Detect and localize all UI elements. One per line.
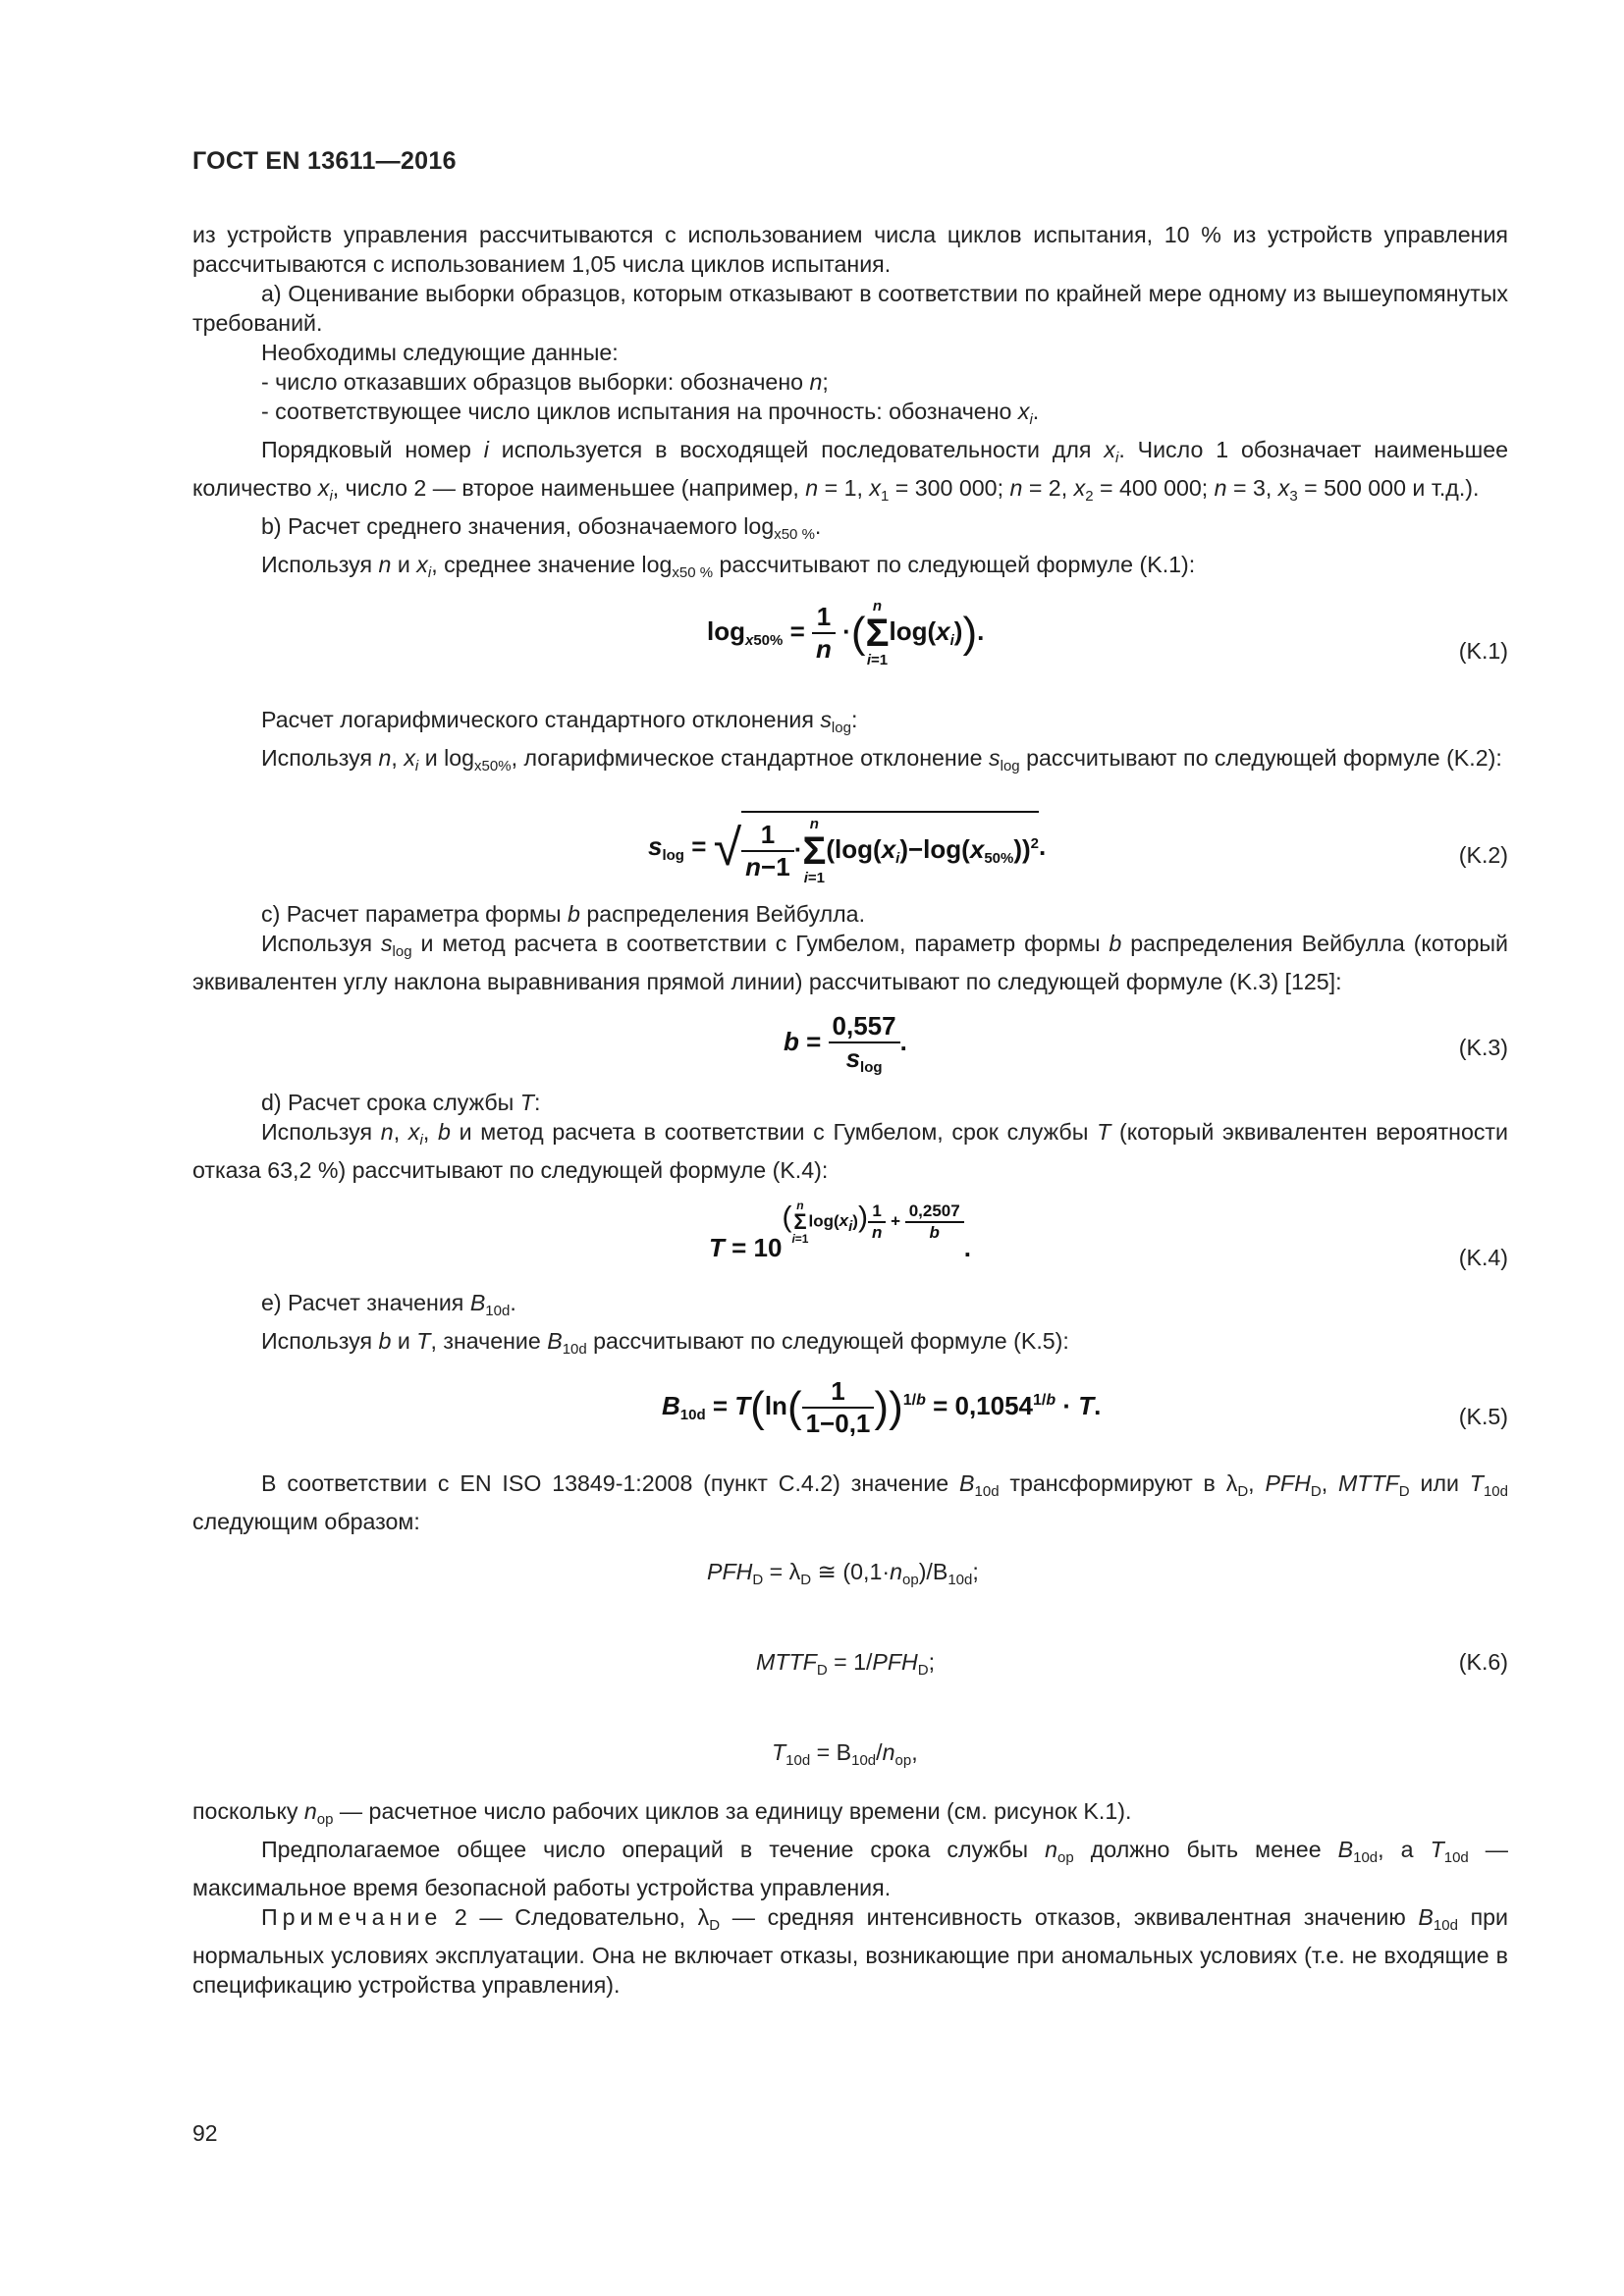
- list-item-xi: - соответствующее число циклов испытания на прочность: обозначено $x_i$.: [261, 399, 1040, 428]
- body-text-slog: [192, 705, 1508, 781]
- paragraph-b: b) Расчет среднего значения, обозначаемого $\log_{x50 \%}$.: [261, 513, 822, 543]
- list-item-n: - число отказавших образцов выборки: обозначено n;: [261, 369, 829, 395]
- paragraph-data-needed: Необходимы следующие данные:: [261, 340, 619, 365]
- note-paragraph: Примечание 2 — Следовательно, $\lambda_D$ — средняя интенсивность отказов, эквивалентная значению $B_{10d}$ при нормальных условиях эксплуатации. Она не включает отказы, возникающие при аномальных условиях (т.е. не входящие в спецификацию устройства управления).: [192, 1904, 1508, 1998]
- formula-t10d: $T_{10d} = B_{10d}/n_{op}$,: [772, 1739, 918, 1769]
- body-text-d: [192, 1088, 1508, 1185]
- paragraph-ordinal: Порядковый номер i используется в восходящей последовательности для $x_i$. Число 1 обозначает наименьшее количество $x_i$, число 2 — второе наименьшее (например, n = 1, $x_1 = 300$ 000; n = 2, $x_2 = 400$ 000; n = 3, $x_3 = 500$ 000 и т.д.).: [192, 437, 1509, 505]
- equation-number-k5: (K.5): [1458, 1404, 1508, 1429]
- paragraph-continuation: из устройств управления рассчитываются с использованием числа циклов испытания, 10 % из устройств управления рассчитываются с использованием 1,05 числа циклов испытания.: [192, 222, 1508, 277]
- equation-number-k3: (K.3): [1458, 1035, 1508, 1060]
- formula-mttf: $MTTF_D = 1/PFH_D$;: [756, 1649, 936, 1679]
- paragraph-e: e) Расчет значения $B_{10d}$.: [261, 1290, 516, 1319]
- paragraph-transform: В соответствии с EN ISO 13849-1:2008 (пункт C.4.2) значение $B_{10d}$ трансформируют в $\lambda_D$, $PFH_D$, $MTTF_D$ или $T_{10d}$ следующим образом:: [192, 1470, 1508, 1534]
- paragraph-d-using: Используя n, $x_i$, b и метод расчета в соответствии с Гумбелом, срок службы T (который эквивалентен вероятности отказа 63,2 %) рассчитывают по следующей формуле (K.4):: [192, 1119, 1509, 1183]
- paragraph-nop: поскольку $n_{op}$ — расчетное число рабочих циклов за единицу времени (см. рисунок K.1).: [192, 1798, 1132, 1828]
- formula-k5: $B_{10d} = T(\ln$( $\frac{1}{1-0,1}$ ))$^{1/b} = 0,1054^{1/b} \cdot T$.: [662, 1376, 1102, 1438]
- body-text-c: [192, 899, 1508, 996]
- paragraph-a: a) Оценивание выборки образцов, которым отказывают в соответствии по крайней мере одному из вышеупомянутых требований.: [192, 281, 1508, 336]
- paragraph-d: d) Расчет срока службы T:: [261, 1090, 541, 1115]
- paragraph-slog-using: Используя n, $x_i$ и $\log_{x50\%}$, логарифмическое стандартное отклонение $s_{log}$ рассчитывают по следующей формуле (K.2):: [261, 745, 1502, 774]
- paragraph-using-n: Используя n и $x_i$, среднее значение $\log_{x50 \%}$ рассчитывают по следующей формуле (K.1):: [261, 552, 1196, 581]
- page-number: 92: [192, 2120, 218, 2146]
- body-text-e: [192, 1288, 1508, 1364]
- paragraph-c: c) Расчет параметра формы b распределения Вейбулла.: [261, 901, 866, 927]
- body-text-nop: [192, 1796, 1508, 1902]
- paragraph-c-using: Используя $s_{log}$ и метод расчета в соответствии с Гумбелом, параметр формы b распределения Вейбулла (который эквивалентен углу наклона выравнивания прямой линии) рассчитывают по следующей формуле (K.3) [125]:: [192, 931, 1508, 994]
- formula-k4: T = 10( n Σ i=1 $\log(x_i)$) $\frac{1}{n}$ + $\frac{0,2507}{b}$ .: [709, 1199, 971, 1262]
- equation-number-k4: (K.4): [1458, 1245, 1508, 1270]
- body-text-transform: [192, 1468, 1508, 1536]
- formula-pfh: $PFH_D = \lambda_D$ ≅ $(0,1\cdot n_{op})/B_{10d}$;: [707, 1559, 979, 1588]
- document-header: ГОСТ EN 13611—2016: [192, 147, 457, 175]
- formula-k1: $\log_{x50\%}$ = $\frac{1}{n}$ ·( n Σ i=1 $\log(x_i)$).: [707, 598, 985, 668]
- equation-number-k6: (K.6): [1458, 1649, 1508, 1675]
- paragraph-slog-title: Расчет логарифмического стандартного отклонения $s_{log}$:: [261, 707, 858, 736]
- equation-number-k1: (K.1): [1458, 638, 1508, 664]
- note-block: [192, 1902, 1508, 2000]
- formula-k2: $s_{log}$ = √ $\frac{1}{n-1}$ · n Σ i=1 $(\log(x_i)-\log(x_{50\%}))^2$.: [648, 811, 1046, 885]
- equation-number-k2: (K.2): [1458, 842, 1508, 868]
- body-text-top: [192, 220, 1508, 588]
- formula-k3: b = $\frac{0,557}{s_{log}}$ .: [784, 1011, 907, 1076]
- paragraph-operations: Предполагаемое общее число операций в течение срока службы $n_{op}$ должно быть менее $B_{10d}$, а $T_{10d}$ — максимальное время безопасной работы устройства управления.: [192, 1837, 1508, 1900]
- paragraph-e-using: Используя b и T, значение $B_{10d}$ рассчитывают по следующей формуле (K.5):: [261, 1328, 1069, 1358]
